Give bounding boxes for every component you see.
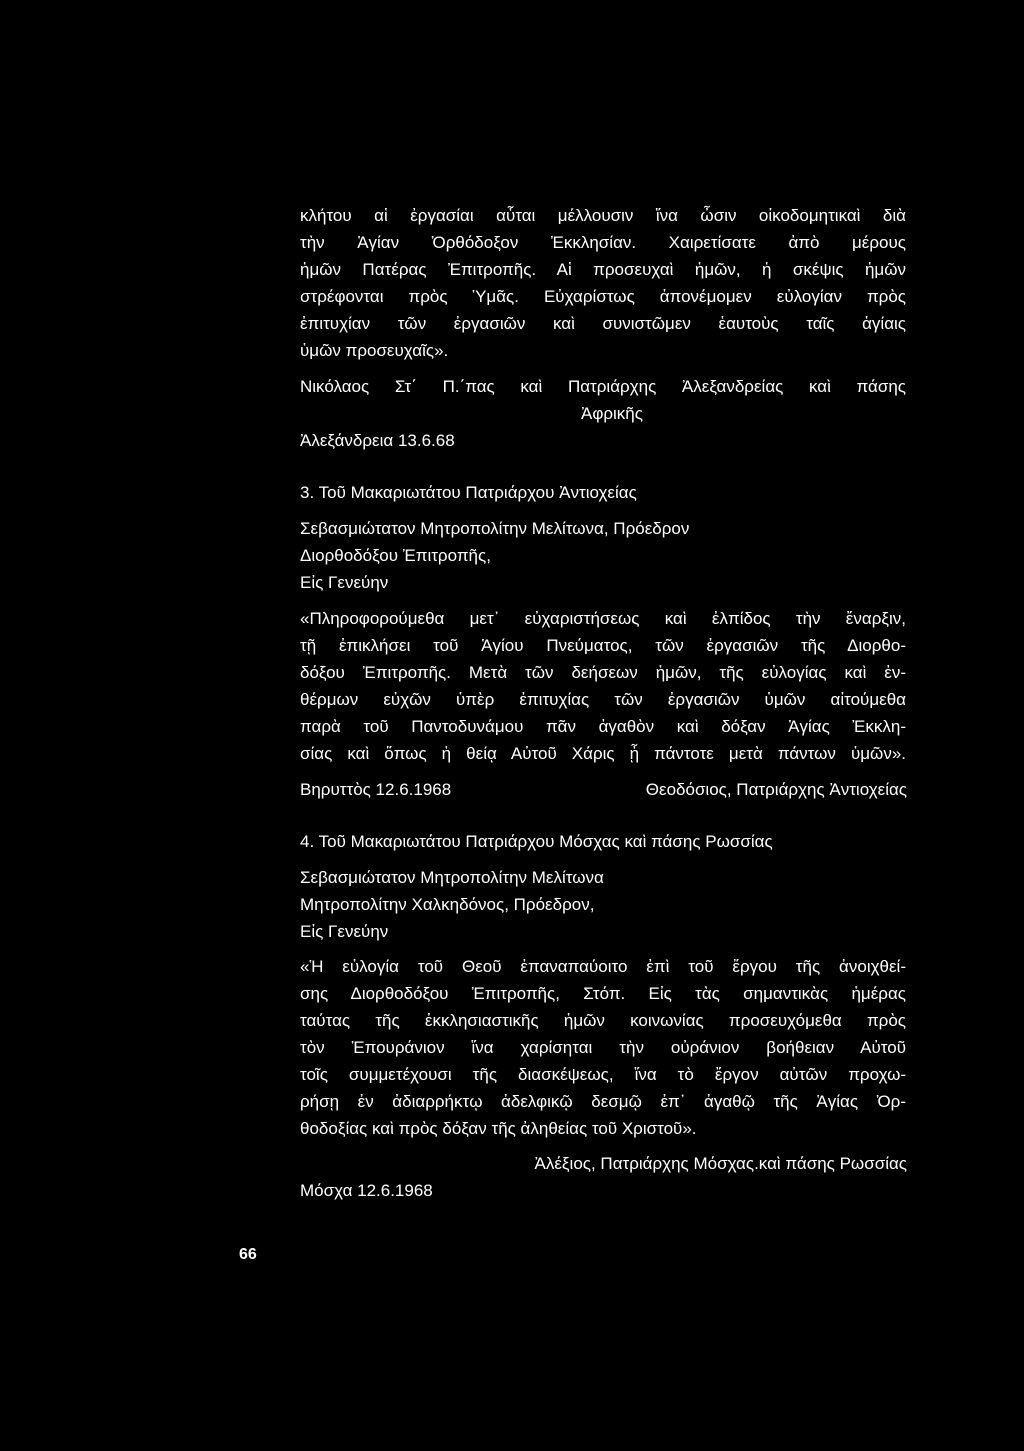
text-line: «Πληροφορούμεθα μετ᾽ εὐχαριστήσεως καὶ ἐλπίδος τὴν ἔναρξιν,	[300, 609, 906, 628]
page-number: 66	[239, 1246, 257, 1263]
text-line: τοῖς συμμετέχουσι τῆς διασκέψεως, ἵνα τὸ ἔργον αὐτῶν προχω-	[300, 1065, 906, 1084]
text-line: ἡμῶν Πατέρας Ἐπιτροπῆς. Αἱ προσευχαὶ ἡμῶν, ἡ σκέψις ἡμῶν	[300, 260, 906, 279]
letter-3-place-date: Βηρυττὸς 12.6.1968	[300, 780, 452, 799]
text-line: θοδοξίας καὶ πρὸς δόξαν τῆς ἀληθείας τοῦ Χριστοῦ».	[300, 1119, 697, 1138]
letter-2-signature-cont: Ἀφρικῆς	[581, 404, 643, 423]
letter-2-signature: Νικόλαος Στ΄ Π.΄πας καὶ Πατριάρχης Ἀλεξανδρείας καὶ πάσης	[300, 377, 906, 396]
text-line: ταύτας τῆς ἐκκλησιαστικῆς ἡμῶν κοινωνίας προσευχόμεθα πρὸς	[300, 1011, 906, 1030]
address-line: Εἰς Γενεύην	[300, 922, 389, 941]
letter-4-signature: Ἀλέξιος, Πατριάρχης Μόσχας.καὶ πάσης Ρωσσίας	[534, 1154, 907, 1173]
address-line: Σεβασμιώτατον Μητροπολίτην Μελίτωνα	[300, 868, 604, 887]
text-line: τὴν Ἁγίαν Ὀρθόδοξον Ἐκκλησίαν. Χαιρετίσατε ἀπὸ μέρους	[300, 233, 906, 252]
letter-2-place-date: Ἀλεξάνδρεια 13.6.68	[300, 431, 455, 450]
text-line: τῇ ἐπικλήσει τοῦ Ἁγίου Πνεύματος, τῶν ἐργασιῶν τῆς Διορθο-	[300, 636, 906, 655]
letter-4-heading: 4. Τοῦ Μακαριωτάτου Πατριάρχου Μόσχας καὶ πάσης Ρωσσίας	[300, 832, 773, 851]
letter-3-signature: Θεοδόσιος, Πατριάρχης Ἀντιοχείας	[645, 780, 907, 799]
letter-3-heading: 3. Τοῦ Μακαριωτάτου Πατριάρχου Ἀντιοχείας	[300, 483, 637, 502]
text-line: «Ἡ εὐλογία τοῦ Θεοῦ ἐπαναπαύοιτο ἐπὶ τοῦ ἔργου τῆς ἀνοιχθεί-	[300, 957, 906, 976]
text-line: ρήσῃ ἐν ἀδιαρρήκτῳ ἀδελφικῷ δεσμῷ ἐπ᾽ ἀγαθῷ τῆς Ἁγίας Ὀρ-	[300, 1092, 906, 1111]
address-line: Μητροπολίτην Χαλκηδόνος, Πρόεδρον,	[300, 895, 595, 914]
address-line: Διορθοδόξου Ἐπιτροπῆς,	[300, 546, 491, 565]
text-line: θέρμων εὐχῶν ὑπὲρ ἐπιτυχίας τῶν ἐργασιῶν ὑμῶν αἰτούμεθα	[300, 690, 906, 709]
letter-4-place-date: Μόσχα 12.6.1968	[300, 1181, 433, 1200]
text-line: σης Διορθοδόξου Ἐπιτροπῆς, Στόπ. Εἰς τὰς σημαντικὰς ἡμέρας	[300, 984, 906, 1003]
text-line: κλήτου αἱ ἐργασίαι αὗται μέλλουσιν ἵνα ὦσιν οἰκοδομητικαὶ διὰ	[300, 206, 906, 225]
text-line: στρέφονται πρὸς Ὑμᾶς. Εὐχαρίστως ἀπονέμομεν εὐλογίαν πρὸς	[300, 287, 906, 306]
text-line: τὸν Ἐπουράνιον ἵνα χαρίσηται τὴν οὐράνιον βοήθειαν Αὐτοῦ	[300, 1038, 906, 1057]
text-line: σίας καὶ ὅπως ἡ θείᾳ Αὐτοῦ Χάρις ᾖ πάντοτε μετὰ πάντων ὑμῶν».	[300, 744, 906, 763]
text-line: ὑμῶν προσευχαῖς».	[300, 341, 449, 360]
text-line: δόξου Ἐπιτροπῆς. Μετὰ τῶν δεήσεων ἡμῶν, τῆς εὐλογίας καὶ ἐν-	[300, 663, 906, 682]
address-line: Σεβασμιώτατον Μητροπολίτην Μελίτωνα, Πρόεδρον	[300, 519, 690, 538]
text-line: ἐπιτυχίαν τῶν ἐργασιῶν καὶ συνιστῶμεν ἑαυτοὺς ταῖς ἁγίαις	[300, 314, 906, 333]
text-line: παρὰ τοῦ Παντοδυνάμου πᾶν ἀγαθὸν καὶ δόξαν Ἁγίας Ἐκκλη-	[300, 717, 906, 736]
address-line: Εἰς Γενεύην	[300, 573, 389, 592]
